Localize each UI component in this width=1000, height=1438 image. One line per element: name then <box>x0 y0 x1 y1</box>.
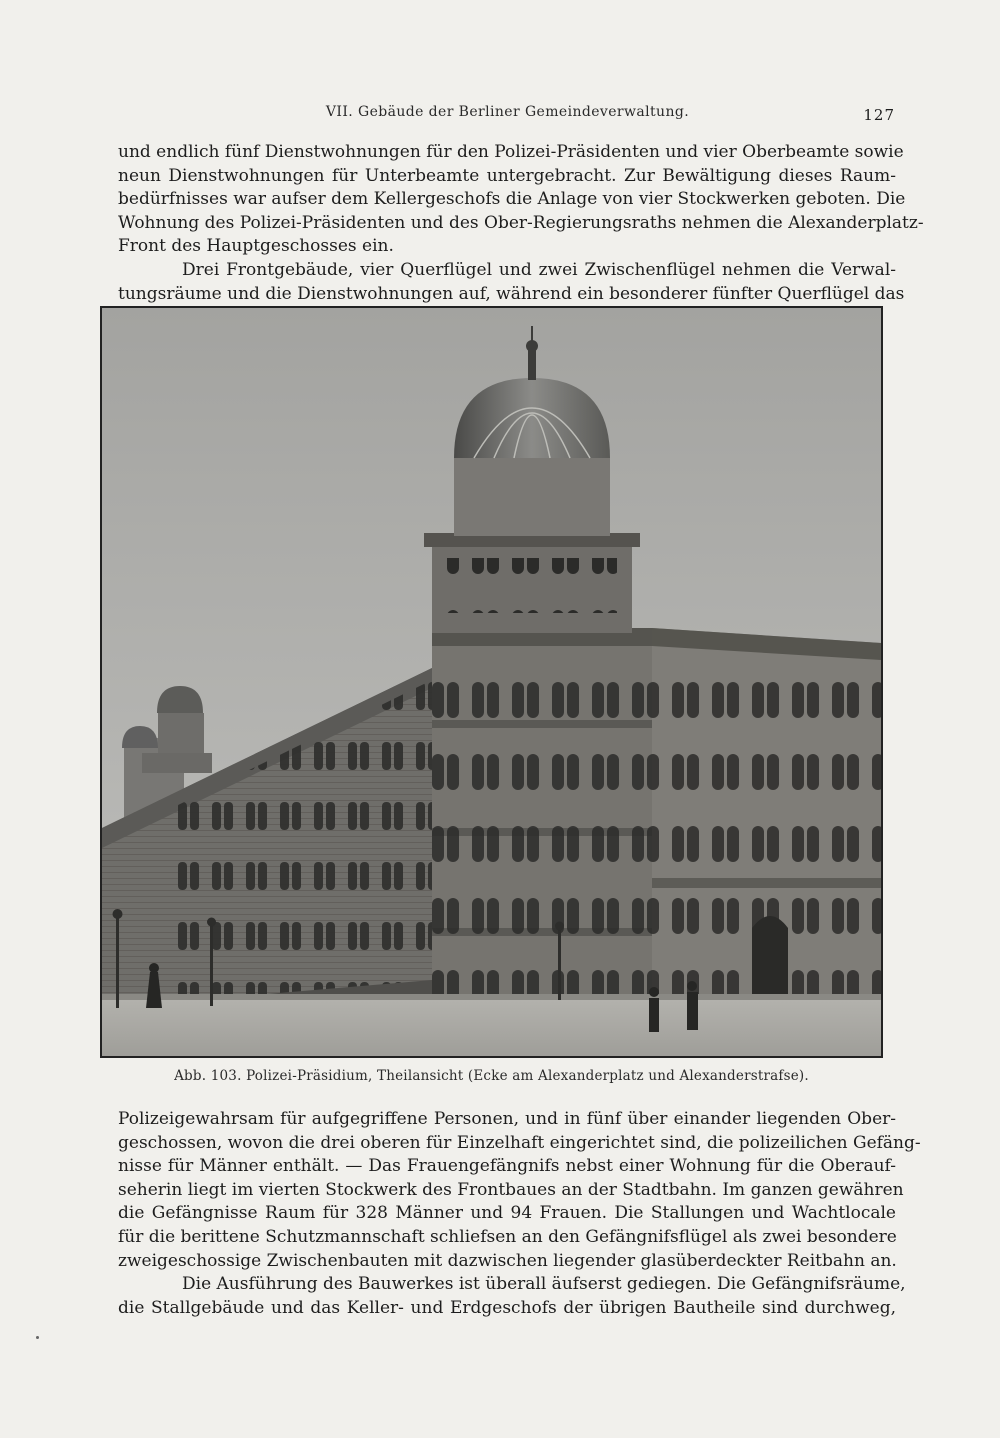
text-line: und endlich fünf Dienstwohnungen für den Polizei-Präsidenten und vier Oberbeamte sowie <box>118 142 904 162</box>
text-block-top <box>118 141 924 306</box>
page-header <box>120 104 895 130</box>
text-line: Drei Frontgebäude, vier Querflügel und zwei Zwischenflügel nehmen die Verwal- <box>182 259 896 280</box>
text-line: bedürfnisses war aufser dem Kellergeschofs die Anlage von vier Stockwerken geboten. Die <box>118 189 906 210</box>
text-line: tungsräume und die Dienstwohnungen auf, während ein besonderer fünfter Querflügel das <box>118 283 905 304</box>
building-photograph <box>100 306 883 1058</box>
page-number: 127 <box>863 106 895 124</box>
paper-speck <box>36 1336 39 1339</box>
right-wing <box>652 628 881 998</box>
text-line: Polizeigewahrsam für aufgegriffene Personen, und in fünf über einander liegenden Ober- <box>118 1109 896 1129</box>
text-line: nisse für Männer enthält. — Das Frauengefängnifs nebst einer Wohnung für die Oberauf- <box>118 1156 896 1177</box>
street <box>102 998 881 1056</box>
corner-building <box>432 628 652 998</box>
running-title: VII. Gebäude der Berliner Gemeindeverwaltung. <box>325 104 690 120</box>
text-line: neun Dienstwohnungen für Unterbeamte untergebracht. Zur Bewältigung dieses Raum- <box>118 165 896 186</box>
text-line: zweigeschossige Zwischenbauten mit dazwischen liegender glasüberdeckter Reitbahn an. <box>118 1250 897 1271</box>
text-line: die Gefängnisse Raum für 328 Männer und 94 Frauen. Die Stallungen und Wachtlocale <box>118 1203 896 1224</box>
text-line: seherin liegt im vierten Stockwerk des Frontbaues an der Stadtbahn. Im ganzen gewähren <box>118 1179 904 1200</box>
text-line: Wohnung des Polizei-Präsidenten und des Ober-Regierungsraths nehmen die Alexanderplatz- <box>118 212 924 233</box>
text-line: Front des Hauptgeschosses ein. <box>118 236 394 257</box>
text-line: Die Ausführung des Bauwerkes ist überall äufserst gediegen. Die Gefängnifsräume, <box>182 1274 906 1295</box>
text-block-bottom <box>118 1108 921 1320</box>
text-line: die Stallgebäude und das Keller- und Erdgeschofs der übrigen Bautheile sind durchweg, <box>118 1297 896 1318</box>
figure-caption: Abb. 103. Polizei-Präsidium, Theilansicht (Ecke am Alexanderplatz und Alexanderstrafse). <box>174 1068 809 1084</box>
photo-illustration <box>102 308 881 1056</box>
text-line: geschossen, wovon die drei oberen für Einzelhaft eingerichtet sind, die polizeilichen Gefäng- <box>118 1132 921 1153</box>
text-line: für die berittene Schutzmannschaft schliefsen an den Gefängnifsflügel als zwei besondere <box>118 1226 897 1247</box>
